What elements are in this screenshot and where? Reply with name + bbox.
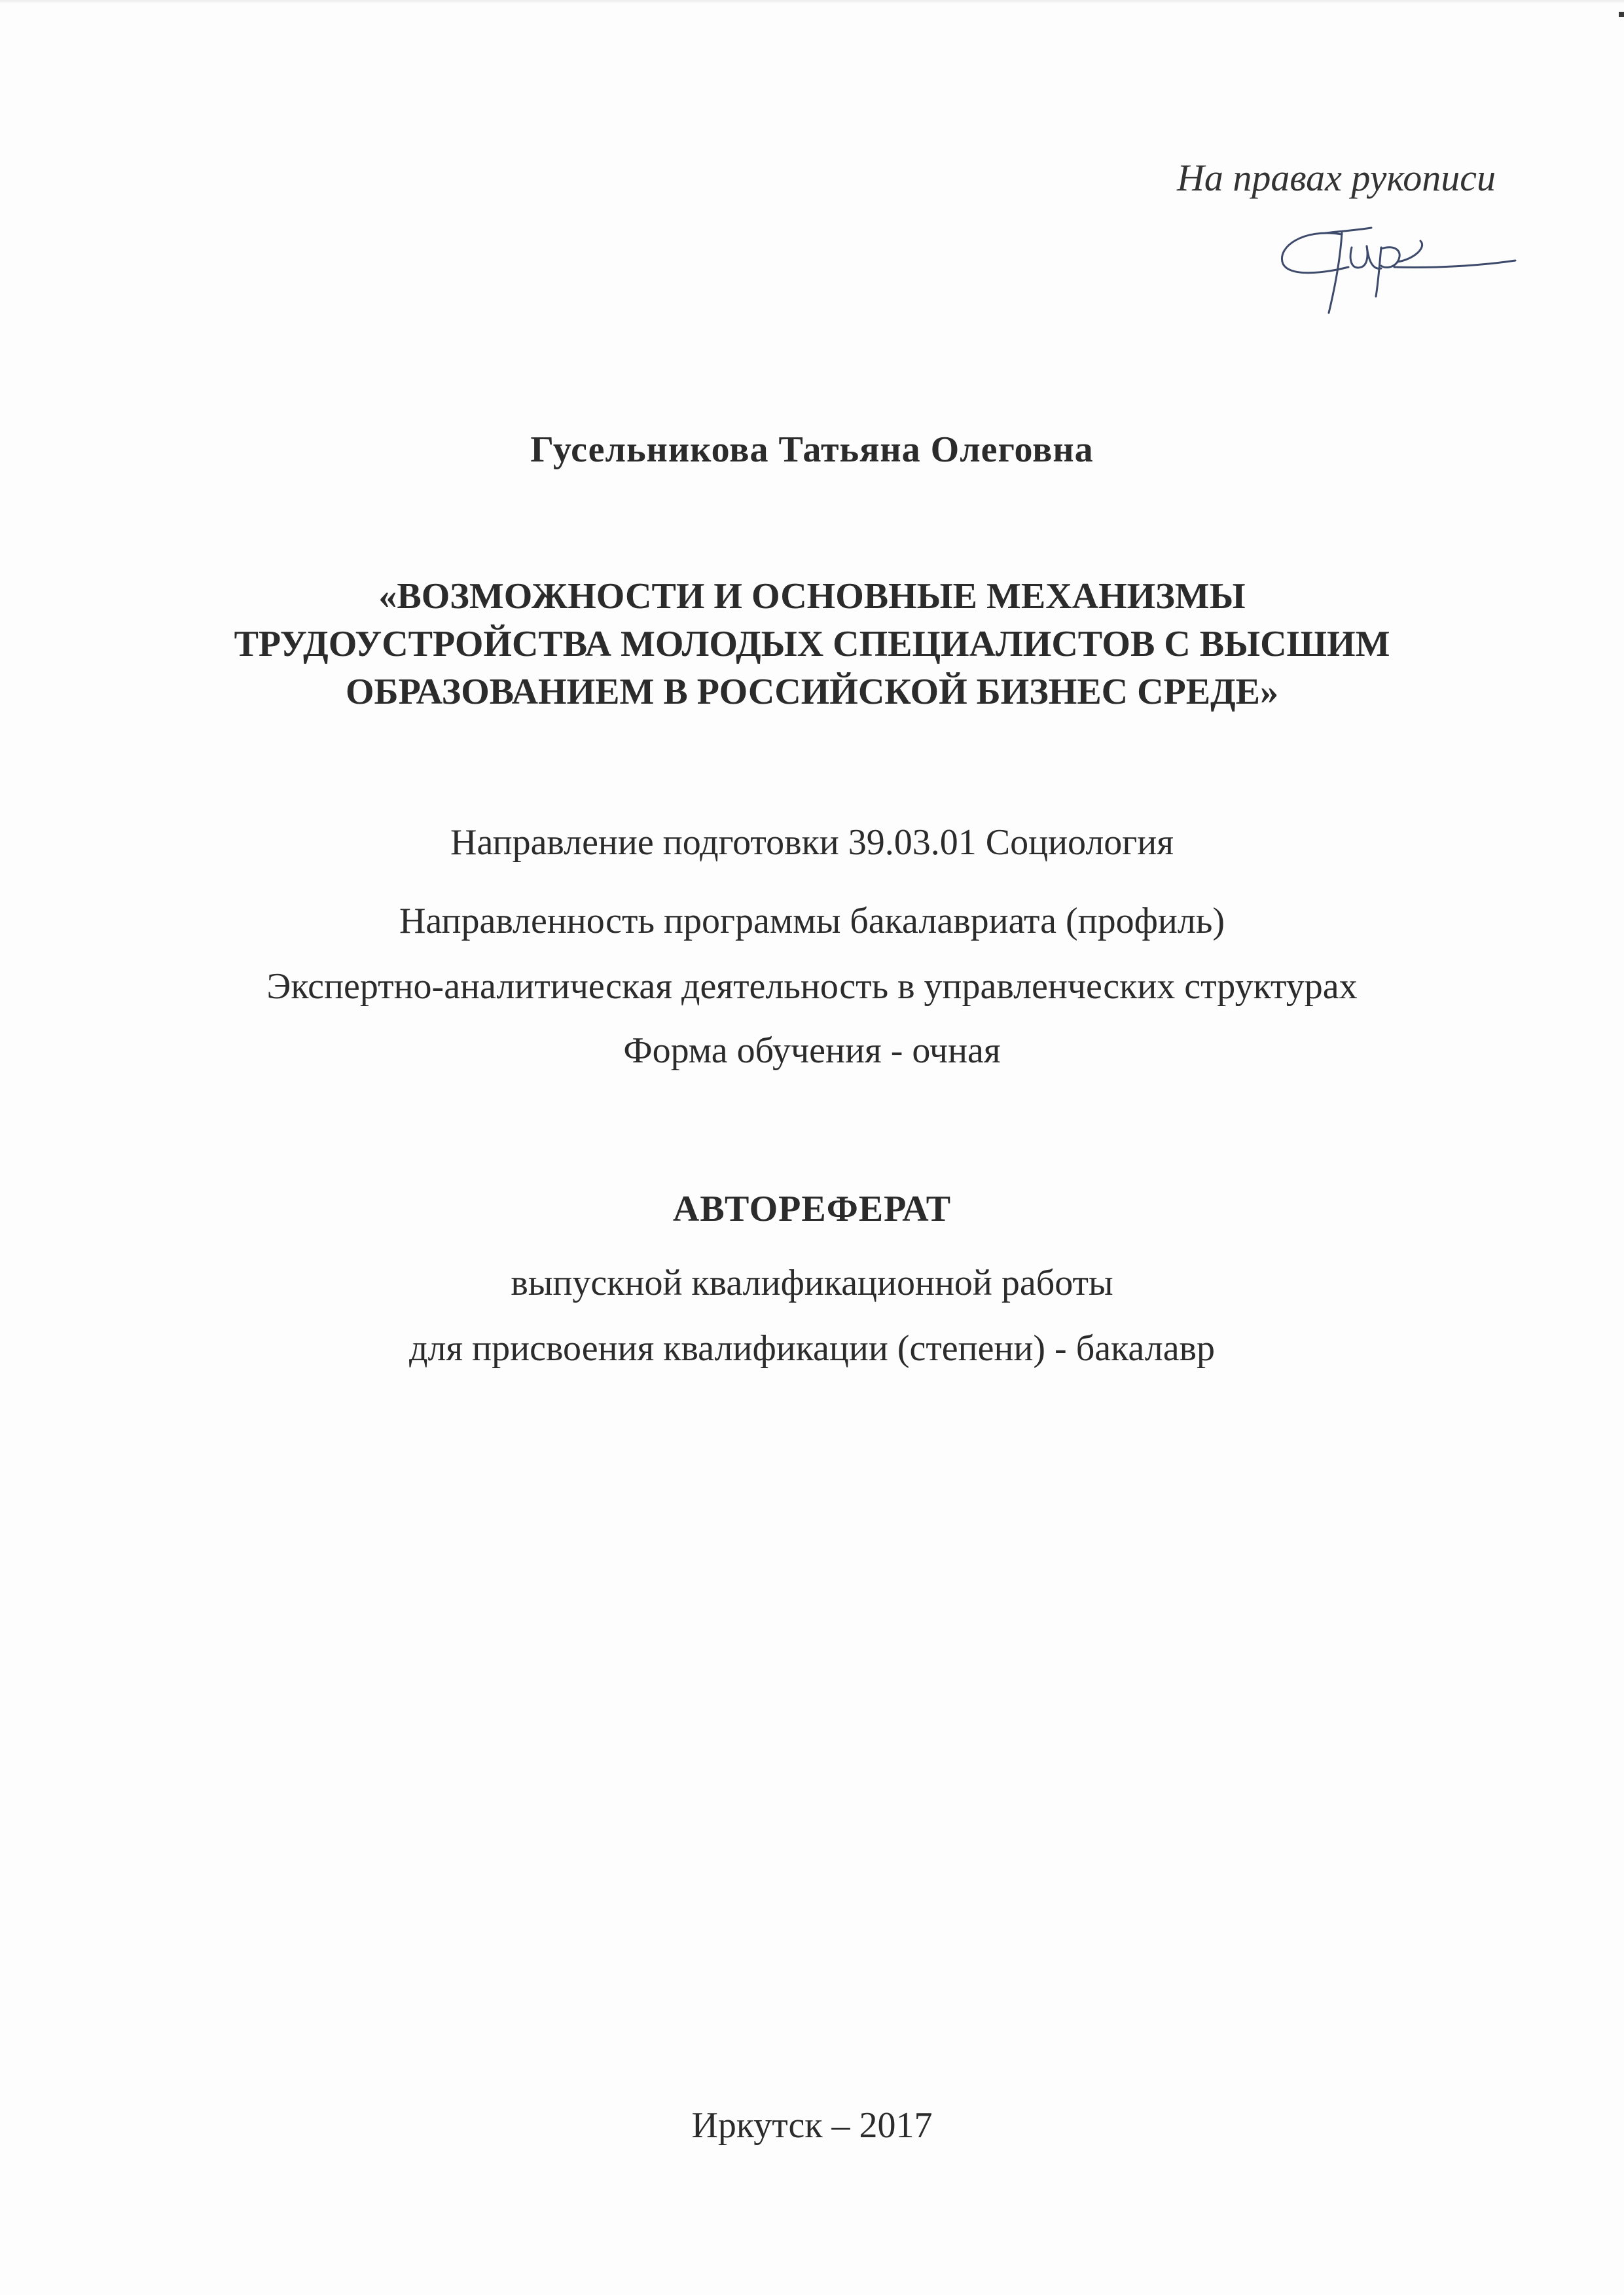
city-year: Иркутск – 2017	[691, 2105, 933, 2146]
degree-line: для присвоения квалификации (степени) - бакалавр	[408, 1328, 1215, 1369]
author-name: Гусельникова Татьяна Олеговна	[530, 429, 1094, 470]
program-orientation-label: Направленность программы бакалавриата (профиль)	[399, 901, 1225, 941]
thesis-title-line: ТРУДОУСТРОЙСТВА МОЛОДЫХ СПЕЦИАЛИСТОВ С ВЫСШИМ	[234, 624, 1390, 664]
scan-edge	[0, 0, 1624, 4]
thesis-title-line: ОБРАЗОВАНИЕМ В РОССИЙСКОЙ БИЗНЕС СРЕДЕ»	[346, 672, 1278, 712]
manuscript-note: На правах рукописи	[1176, 156, 1496, 199]
thesis-title	[0, 573, 1624, 716]
scan-mark	[1619, 12, 1624, 17]
training-direction: Направление подготовки 39.03.01 Социология	[450, 822, 1174, 863]
program-specialization: Экспертно-аналитическая деятельность в управленческих структурах	[266, 966, 1358, 1007]
work-type: выпускной квалификационной работы	[511, 1263, 1113, 1303]
study-form: Форма обучения - очная	[623, 1030, 1001, 1071]
abstract-heading: АВТОРЕФЕРАТ	[672, 1189, 952, 1229]
signature-icon	[1263, 208, 1519, 319]
thesis-title-line: «ВОЗМОЖНОСТИ И ОСНОВНЫЕ МЕХАНИЗМЫ	[378, 576, 1246, 617]
